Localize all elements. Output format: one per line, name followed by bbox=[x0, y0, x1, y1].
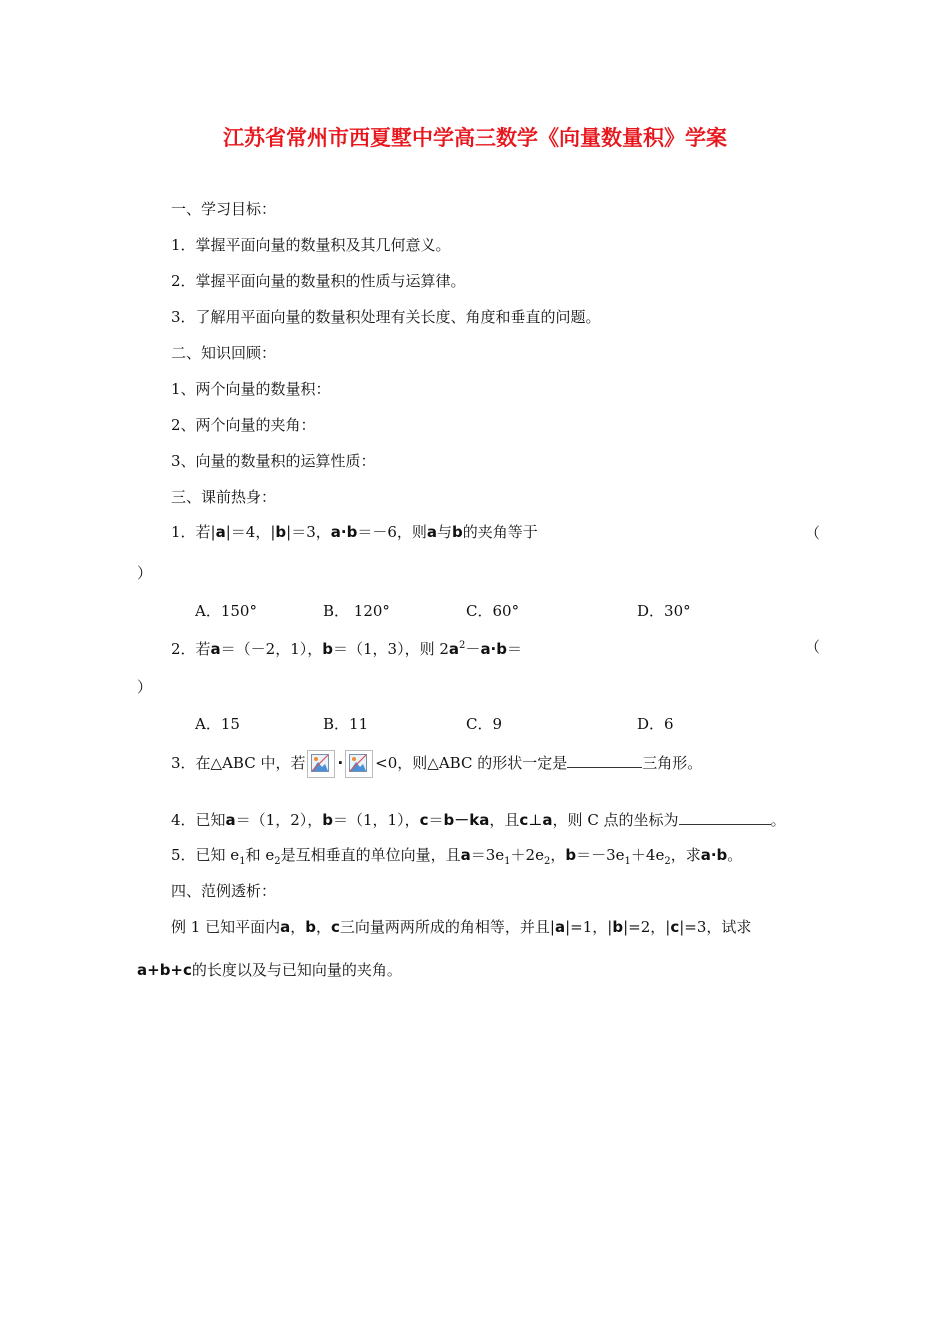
vector-a: a bbox=[479, 811, 490, 829]
q4-text: ＝（1，2）， bbox=[235, 811, 323, 829]
goal-3: 3．了解用平面向量的数量积处理有关长度、角度和垂直的问题。 bbox=[171, 308, 601, 326]
ex1-text: 的长度以及与已知向量的夹角。 bbox=[191, 961, 402, 979]
q2-text: － bbox=[465, 640, 481, 658]
vector-b: b bbox=[452, 523, 463, 541]
q2-close-paren: ） bbox=[137, 678, 153, 696]
vector-b: b bbox=[305, 918, 316, 936]
vector-b: b bbox=[612, 918, 624, 936]
q4-text: ＝（1，1）， bbox=[333, 811, 420, 829]
q4-text: ＝ bbox=[428, 811, 444, 829]
q1-option-b: B． 120° bbox=[323, 602, 390, 620]
subscript: 2 bbox=[543, 856, 551, 867]
q2-option-a: A．15 bbox=[195, 715, 240, 733]
goal-2: 2．掌握平面向量的数量积的性质与运算律。 bbox=[171, 272, 466, 290]
vector-a: a bbox=[448, 640, 460, 658]
q5-text: 是互相垂直的单位向量，且 bbox=[280, 846, 461, 864]
q5-text: ＋2e bbox=[510, 846, 544, 864]
document-title: 江苏省常州市西夏墅中学高三数学《向量数量积》学案 bbox=[223, 126, 727, 150]
q1-option-d: D．30° bbox=[637, 602, 691, 620]
vector-b: b bbox=[565, 846, 577, 864]
q2-option-b: B．11 bbox=[323, 715, 369, 733]
vector-a: a bbox=[225, 811, 236, 829]
perpendicular-symbol: ⊥ bbox=[528, 811, 543, 829]
q5-text: ＝－3e bbox=[576, 846, 625, 864]
section-heading-warmup: 三、课前热身： bbox=[171, 488, 277, 506]
vector-c: c bbox=[419, 811, 429, 829]
ex1-text: |=2，| bbox=[623, 918, 671, 936]
subscript: 2 bbox=[274, 856, 281, 867]
q1-text: |＝4，| bbox=[225, 523, 276, 541]
question-1 bbox=[171, 522, 538, 542]
vector-c: c bbox=[331, 918, 340, 936]
q1-option-c: C．60° bbox=[466, 602, 520, 620]
section-heading-review: 二、知识回顾： bbox=[171, 344, 277, 362]
vector-b: b bbox=[322, 811, 334, 829]
broken-image-icon bbox=[345, 750, 373, 778]
q1-text: 的夹角等于 bbox=[462, 523, 538, 541]
q4-text: －k bbox=[454, 811, 480, 829]
q4-text: 4．已知 bbox=[171, 811, 226, 829]
subscript: 1 bbox=[624, 856, 631, 867]
review-item-2: 2、两个向量的夹角： bbox=[171, 416, 316, 434]
q1-open-paren: （ bbox=[805, 524, 821, 542]
example-1-line-1 bbox=[171, 917, 751, 937]
vector-b: b bbox=[322, 640, 334, 658]
q2-text: ＝（1，3），则 2 bbox=[333, 640, 449, 658]
section-heading-goals: 一、学习目标： bbox=[171, 200, 277, 218]
vector-b: b bbox=[443, 811, 455, 829]
q5-text: ＝3e bbox=[470, 846, 505, 864]
question-5 bbox=[171, 845, 742, 872]
q4-text: 。 bbox=[770, 811, 786, 829]
q5-text: ， bbox=[550, 846, 566, 864]
review-item-1: 1、两个向量的数量积： bbox=[171, 380, 331, 398]
q1-text: |＝3， bbox=[286, 523, 331, 541]
dot-product: a·b bbox=[700, 846, 728, 864]
q4-text: ，则 C 点的坐标为 bbox=[552, 811, 679, 829]
q4-text: ，且 bbox=[489, 811, 520, 829]
q2-text: ＝（－2，1）， bbox=[220, 640, 323, 658]
dot-product: a·b bbox=[330, 523, 358, 541]
q3-text: 三角形。 bbox=[642, 754, 703, 772]
dot-product: a·b bbox=[480, 640, 507, 658]
vector-sum: a+b+c bbox=[137, 961, 192, 979]
dot-operator: · bbox=[337, 754, 344, 772]
q2-text: ＝ bbox=[507, 640, 523, 658]
vector-a: a bbox=[210, 640, 221, 658]
question-3 bbox=[171, 748, 702, 778]
ex1-text: |=1，| bbox=[565, 918, 613, 936]
q2-open-paren: （ bbox=[805, 638, 821, 656]
q3-text: <0，则△ABC 的形状一定是 bbox=[375, 754, 568, 772]
q5-text: ＋4e bbox=[630, 846, 665, 864]
q3-text: 3．在△ABC 中，若 bbox=[171, 754, 306, 772]
subscript: 1 bbox=[239, 856, 246, 867]
ex1-text: |=3，试求 bbox=[679, 918, 752, 936]
vector-a: a bbox=[542, 811, 553, 829]
q1-text: ＝－6，则 bbox=[357, 523, 427, 541]
q5-text: 。 bbox=[727, 846, 743, 864]
q2-option-d: D．6 bbox=[637, 715, 674, 733]
ex1-text: 三向量两两所成的角相等，并且| bbox=[339, 918, 555, 936]
broken-image-icon bbox=[307, 750, 335, 778]
q1-text: 1．若| bbox=[171, 523, 216, 541]
q1-option-a: A．150° bbox=[195, 602, 257, 620]
ex1-text: ， bbox=[290, 918, 306, 936]
q5-text: 和 e bbox=[245, 846, 275, 864]
q2-option-c: C．9 bbox=[466, 715, 503, 733]
answer-blank bbox=[567, 752, 642, 768]
subscript: 1 bbox=[504, 856, 511, 867]
q2-text: 2．若 bbox=[171, 640, 211, 658]
q5-text: ，求 bbox=[670, 846, 701, 864]
ex1-text: ， bbox=[315, 918, 331, 936]
q5-text: 5．已知 e bbox=[171, 846, 240, 864]
ex1-text: 例 1 已知平面内 bbox=[171, 918, 281, 936]
section-heading-examples: 四、范例透析： bbox=[171, 882, 277, 900]
vector-c: c bbox=[670, 918, 680, 936]
exponent: 2 bbox=[459, 640, 466, 651]
review-item-3: 3、向量的数量积的运算性质： bbox=[171, 452, 376, 470]
question-2 bbox=[171, 636, 522, 659]
answer-blank bbox=[679, 809, 771, 825]
vector-b: b bbox=[275, 523, 287, 541]
q1-text: 与 bbox=[436, 523, 452, 541]
goal-1: 1．掌握平面向量的数量积及其几何意义。 bbox=[171, 236, 451, 254]
subscript: 2 bbox=[664, 856, 671, 867]
vector-c: c bbox=[519, 811, 529, 829]
vector-a: a bbox=[554, 918, 566, 936]
vector-a: a bbox=[280, 918, 291, 936]
q1-close-paren: ） bbox=[137, 564, 153, 582]
vector-a: a bbox=[215, 523, 226, 541]
question-4 bbox=[171, 809, 786, 830]
example-1-line-2 bbox=[137, 960, 402, 980]
vector-a: a bbox=[460, 846, 471, 864]
vector-a: a bbox=[426, 523, 437, 541]
